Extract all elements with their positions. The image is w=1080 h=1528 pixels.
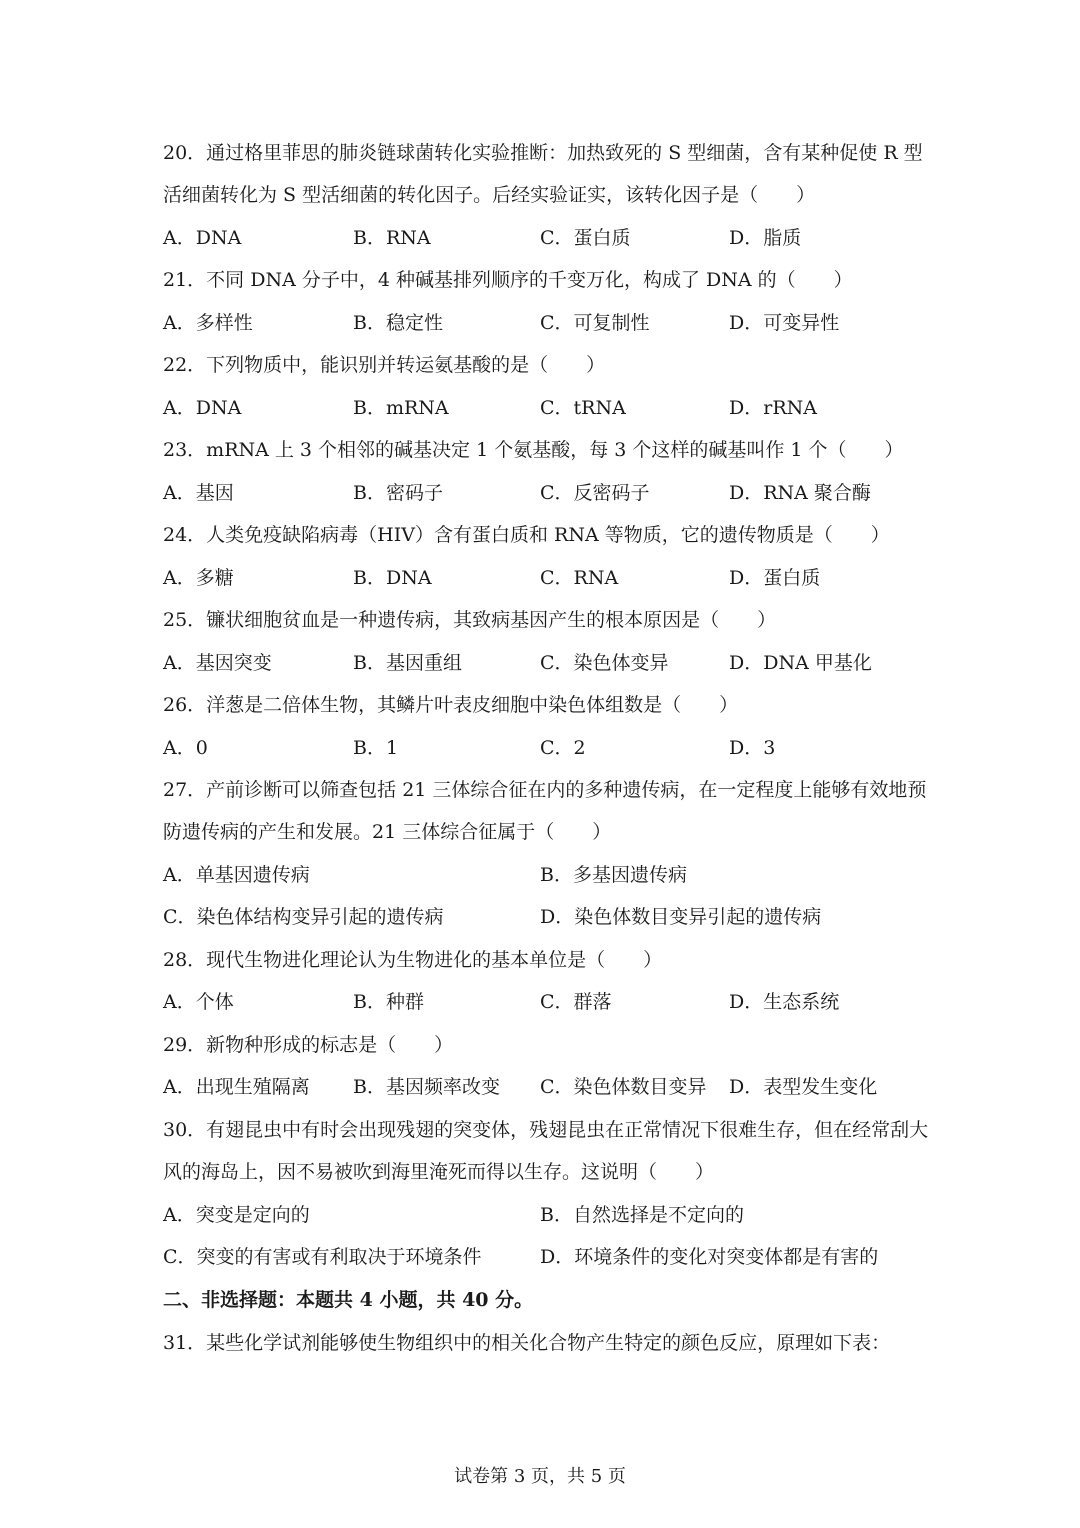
question-25-stem: 25．镰状细胞贫血是一种遗传病，其致病基因产生的根本原因是（ ） [163,609,777,631]
option-b: B．稳定性 [353,312,443,334]
question-27-stem-line1: 27．产前诊断可以筛查包括 21 三体综合征在内的多种遗传病，在一定程度上能够有效地预 [163,779,927,801]
option-c: C．RNA [540,567,619,589]
option-b: B．基因重组 [353,652,462,674]
option-c: C．蛋白质 [540,227,631,249]
question-21-stem: 21．不同 DNA 分子中，4 种碱基排列顺序的千变万化，构成了 DNA 的（ ） [163,269,853,291]
option-c: C．染色体变异 [540,652,669,674]
option-c: C．2 [540,737,586,759]
option-a: A．基因突变 [163,652,272,674]
option-c: C．突变的有害或有利取决于环境条件 [163,1246,482,1268]
option-a: A．单基因遗传病 [163,864,310,886]
option-b: B．1 [353,737,399,759]
question-20-stem-line1: 20．通过格里菲思的肺炎链球菌转化实验推断：加热致死的 S 型细菌，含有某种促使 R 型 [163,142,923,164]
option-c: C．染色体结构变异引起的遗传病 [163,906,444,928]
question-30-stem-line2: 风的海岛上，因不易被吹到海里淹死而得以生存。这说明（ ） [163,1161,715,1183]
option-c: C．反密码子 [540,482,650,504]
page-footer: 试卷第 3 页，共 5 页 [454,1466,626,1487]
option-a: A．0 [163,737,208,759]
option-c: C．tRNA [540,397,626,419]
option-b: B．种群 [353,991,424,1013]
option-d: D．3 [729,737,776,759]
question-30-stem-line1: 30．有翅昆虫中有时会出现残翅的突变体，残翅昆虫在正常情况下很难生存，但在经常刮大 [163,1119,929,1141]
question-31-stem: 31．某些化学试剂能够使生物组织中的相关化合物产生特定的颜色反应，原理如下表： [163,1332,891,1354]
option-d: D．脂质 [729,227,802,249]
option-d: D．环境条件的变化对突变体都是有害的 [540,1246,879,1268]
option-d: D．蛋白质 [729,567,821,589]
question-24-stem: 24．人类免疫缺陷病毒（HIV）含有蛋白质和 RNA 等物质，它的遗传物质是（ ） [163,524,890,546]
question-27-stem-line2: 防遗传病的产生和发展。21 三体综合征属于（ ） [163,821,612,843]
option-b: B．RNA [353,227,431,249]
option-a: A．出现生殖隔离 [163,1076,310,1098]
option-d: D．染色体数目变异引起的遗传病 [540,906,822,928]
option-b: B．DNA [353,567,432,589]
option-b: B．mRNA [353,397,449,419]
option-b: B．密码子 [353,482,443,504]
option-a: A．DNA [163,397,242,419]
option-d: D．表型发生变化 [729,1076,878,1098]
option-d: D．生态系统 [729,991,840,1013]
option-d: D．可变异性 [729,312,840,334]
option-c: C．可复制性 [540,312,650,334]
question-22-stem: 22．下列物质中，能识别并转运氨基酸的是（ ） [163,354,606,376]
question-20-stem-line2: 活细菌转化为 S 型活细菌的转化因子。后经实验证实，该转化因子是（ ） [163,184,816,206]
question-28-stem: 28．现代生物进化理论认为生物进化的基本单位是（ ） [163,949,663,971]
question-23-stem: 23．mRNA 上 3 个相邻的碱基决定 1 个氨基酸，每 3 个这样的碱基叫作 1 个（ ） [163,439,904,461]
option-a: A．DNA [163,227,242,249]
option-a: A．突变是定向的 [163,1204,310,1226]
option-c: C．染色体数目变异 [540,1076,707,1098]
option-b: B．基因频率改变 [353,1076,500,1098]
option-b: B．多基因遗传病 [540,864,687,886]
question-29-stem: 29．新物种形成的标志是（ ） [163,1034,454,1056]
option-c: C．群落 [540,991,612,1013]
question-26-stem: 26．洋葱是二倍体生物，其鳞片叶表皮细胞中染色体组数是（ ） [163,694,739,716]
option-d: D．rRNA [729,397,817,419]
option-d: D．RNA 聚合酶 [729,482,871,504]
option-a: A．基因 [163,482,234,504]
section-heading: 二、非选择题：本题共 4 小题，共 40 分。 [163,1289,534,1311]
option-a: A．个体 [163,991,234,1013]
option-a: A．多样性 [163,312,253,334]
option-b: B．自然选择是不定向的 [540,1204,744,1226]
option-d: D．DNA 甲基化 [729,652,872,674]
option-a: A．多糖 [163,567,234,589]
